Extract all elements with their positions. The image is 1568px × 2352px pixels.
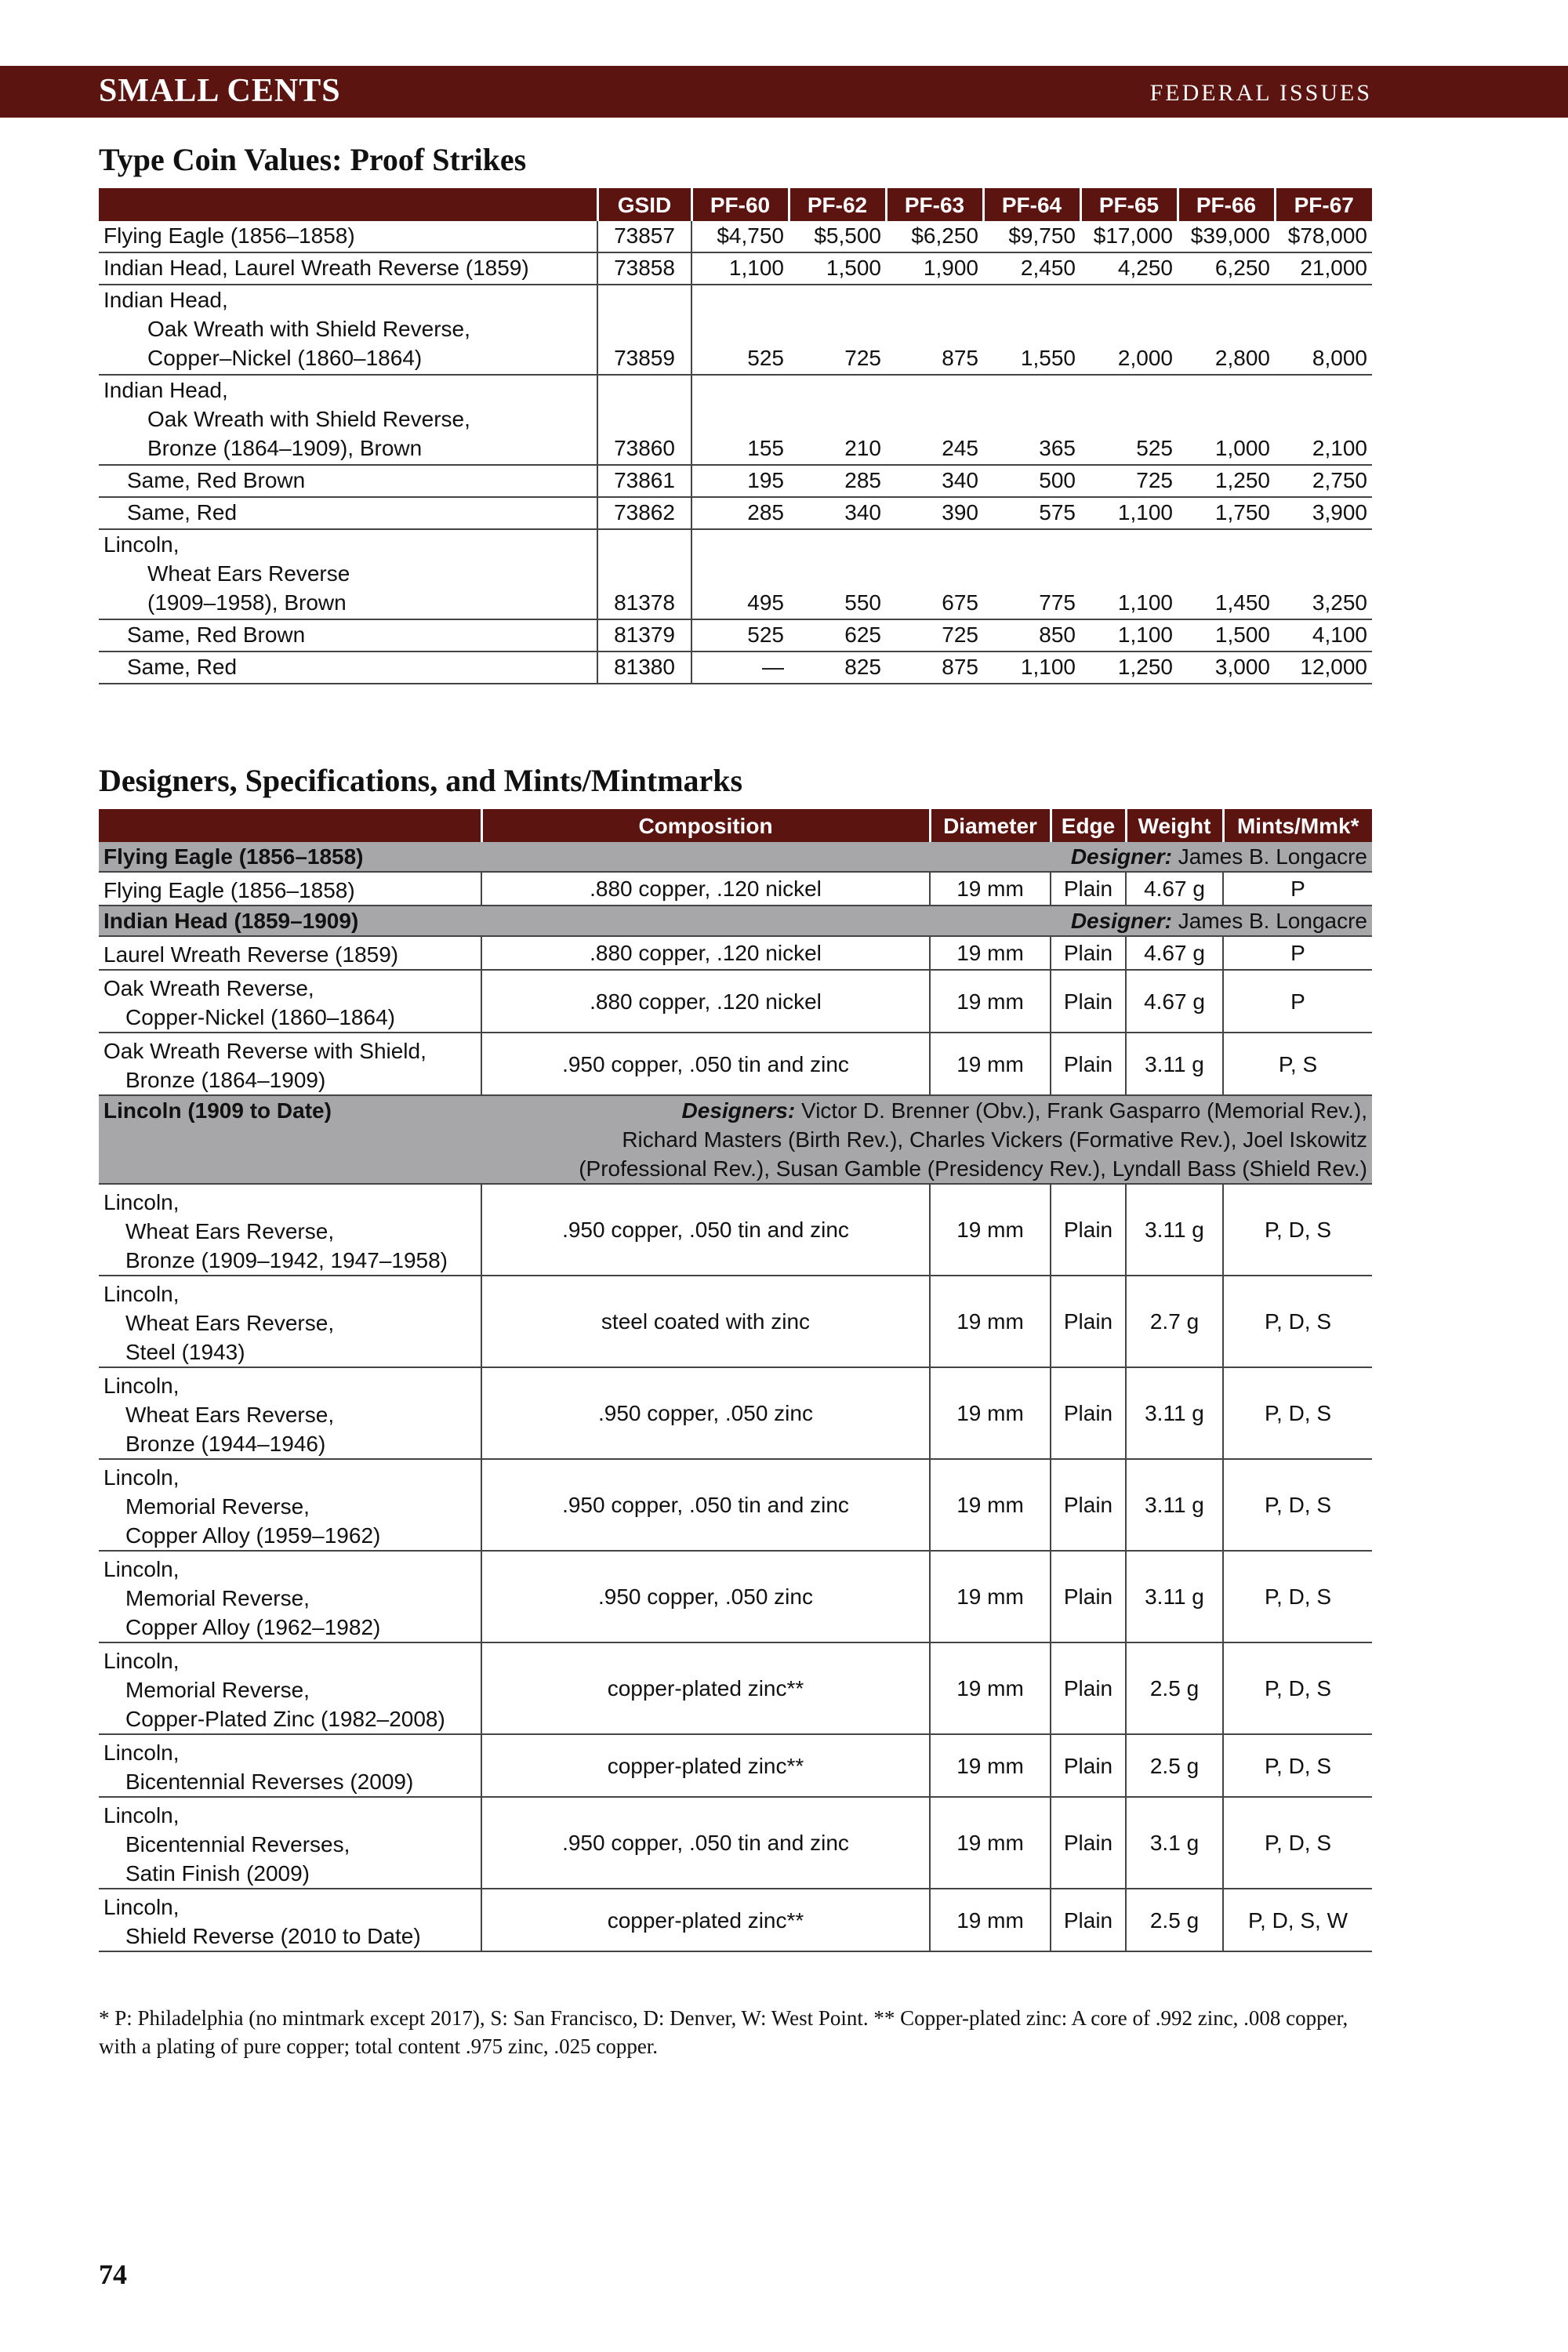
- diameter-cell: 19 mm: [930, 1889, 1051, 1951]
- mints-cell: P, D, S, W: [1223, 1889, 1372, 1951]
- coin-type-line: Same, Red: [127, 655, 238, 679]
- mints-cell: P, D, S: [1223, 1642, 1372, 1734]
- spec-type-cell: [99, 1367, 481, 1459]
- spec-type-cell: [99, 1551, 481, 1642]
- spec-type-line: Wheat Ears Reverse,: [125, 1311, 335, 1335]
- price-cell: 1,250: [1178, 465, 1275, 497]
- price-cell: 8,000: [1275, 285, 1372, 375]
- spec-type-line: Copper-Plated Zinc (1982–2008): [125, 1707, 445, 1731]
- designer-group-row: [99, 906, 1372, 936]
- specs-table: [99, 809, 1372, 1952]
- weight-cell: 3.11 g: [1126, 1551, 1223, 1642]
- group-designer: [481, 842, 1372, 872]
- spec-type-line: Lincoln,: [103, 1803, 180, 1828]
- composition-cell: copper-plated zinc**: [481, 1889, 930, 1951]
- edge-cell: Plain: [1051, 1367, 1126, 1459]
- price-cell: 1,750: [1178, 497, 1275, 529]
- proof-col-header: PF-64: [983, 188, 1080, 221]
- spec-row: [99, 1889, 1372, 1951]
- proof-row: [99, 619, 1372, 652]
- designer-line: Victor D. Brenner (Obv.), Frank Gasparro (Memorial Rev.),: [801, 1098, 1367, 1123]
- designer-line: (Professional Rev.), Susan Gamble (Presidency Rev.), Lyndall Bass (Shield Rev.): [579, 1156, 1367, 1181]
- proof-row: [99, 529, 1372, 619]
- coin-type-line: Oak Wreath with Shield Reverse,: [147, 317, 470, 341]
- mints-cell: P, S: [1223, 1033, 1372, 1095]
- designer-name: James B. Longacre: [1178, 844, 1367, 869]
- spec-type-line: Lincoln,: [103, 1557, 180, 1581]
- edge-cell: Plain: [1051, 1642, 1126, 1734]
- gsid-cell: 73859: [597, 285, 691, 375]
- spec-type-line: Memorial Reverse,: [125, 1586, 310, 1610]
- coin-type-line: Same, Red Brown: [127, 622, 306, 647]
- specs-col-header: Mints/Mmk*: [1223, 809, 1372, 842]
- proof-header-blank: [99, 188, 597, 221]
- price-cell: 775: [983, 529, 1080, 619]
- spec-row: [99, 1797, 1372, 1889]
- proof-table-title: Type Coin Values: Proof Strikes: [99, 142, 527, 177]
- weight-cell: 3.11 g: [1126, 1184, 1223, 1276]
- price-cell: 1,900: [886, 252, 983, 285]
- diameter-cell: 19 mm: [930, 1459, 1051, 1551]
- coin-type-line: Copper–Nickel (1860–1864): [147, 346, 423, 370]
- coin-type-cell: [99, 375, 597, 465]
- price-cell: 1,250: [1080, 652, 1178, 684]
- spec-type-line: Steel (1943): [125, 1340, 245, 1364]
- proof-col-header: PF-66: [1178, 188, 1275, 221]
- spec-row: [99, 936, 1372, 970]
- edge-cell: Plain: [1051, 1184, 1126, 1276]
- weight-cell: 3.11 g: [1126, 1459, 1223, 1551]
- designer-line: Richard Masters (Birth Rev.), Charles Vickers (Formative Rev.), Joel Iskowitz: [622, 1127, 1367, 1152]
- price-cell: 1,100: [983, 652, 1080, 684]
- price-cell: 6,250: [1178, 252, 1275, 285]
- price-cell: 550: [789, 529, 886, 619]
- price-cell: $4,750: [691, 221, 789, 252]
- price-cell: 340: [886, 465, 983, 497]
- section-title: SMALL CENTS: [99, 73, 341, 109]
- edge-cell: Plain: [1051, 872, 1126, 906]
- edge-cell: Plain: [1051, 1276, 1126, 1367]
- gsid-cell: 73862: [597, 497, 691, 529]
- price-cell: 525: [1080, 375, 1178, 465]
- mints-cell: P, D, S: [1223, 1734, 1372, 1797]
- proof-values-table: [99, 188, 1372, 684]
- weight-cell: 4.67 g: [1126, 970, 1223, 1033]
- specs-col-header: Edge: [1051, 809, 1126, 842]
- edge-cell: Plain: [1051, 1889, 1126, 1951]
- coin-type-line: Indian Head,: [103, 288, 228, 312]
- spec-type-line: Oak Wreath Reverse with Shield,: [103, 1039, 426, 1063]
- price-cell: 21,000: [1275, 252, 1372, 285]
- spec-type-cell: [99, 1642, 481, 1734]
- mints-cell: P, D, S: [1223, 1459, 1372, 1551]
- price-cell: 340: [789, 497, 886, 529]
- proof-row: [99, 252, 1372, 285]
- diameter-cell: 19 mm: [930, 1797, 1051, 1889]
- proof-row: [99, 221, 1372, 252]
- price-cell: 2,000: [1080, 285, 1178, 375]
- spec-row: [99, 1184, 1372, 1276]
- spec-row: [99, 1551, 1372, 1642]
- price-cell: 1,550: [983, 285, 1080, 375]
- mints-cell: P, D, S: [1223, 1184, 1372, 1276]
- price-cell: 575: [983, 497, 1080, 529]
- spec-type-cell: [99, 872, 481, 906]
- price-cell: 4,100: [1275, 619, 1372, 652]
- spec-type-line: Satin Finish (2009): [125, 1861, 310, 1886]
- proof-row: [99, 497, 1372, 529]
- proof-col-header: PF-60: [691, 188, 789, 221]
- price-cell: 875: [886, 652, 983, 684]
- spec-row: [99, 1642, 1372, 1734]
- gsid-cell: 73860: [597, 375, 691, 465]
- edge-cell: Plain: [1051, 1551, 1126, 1642]
- gsid-cell: 73861: [597, 465, 691, 497]
- specs-header-blank: [99, 809, 481, 842]
- edge-cell: Plain: [1051, 1033, 1126, 1095]
- spec-type-line: Bronze (1944–1946): [125, 1432, 326, 1456]
- diameter-cell: 19 mm: [930, 1184, 1051, 1276]
- spec-type-cell: [99, 970, 481, 1033]
- price-cell: 1,100: [1080, 529, 1178, 619]
- designer-group-row: [99, 1095, 1372, 1184]
- price-cell: 4,250: [1080, 252, 1178, 285]
- price-cell: 1,500: [789, 252, 886, 285]
- price-cell: $5,500: [789, 221, 886, 252]
- edge-cell: Plain: [1051, 936, 1126, 970]
- price-cell: 725: [789, 285, 886, 375]
- price-cell: 525: [691, 619, 789, 652]
- price-cell: 390: [886, 497, 983, 529]
- footnote: * P: Philadelphia (no mintmark except 2017), S: San Francisco, D: Denver, W: West Point. ** Copper-plated zinc: A core of .992 zinc, .008 copper, with a plating of pure copper; total content .975 zinc, .025 copper.: [99, 2006, 1348, 2058]
- coin-type-cell: [99, 619, 597, 652]
- price-cell: 1,100: [1080, 619, 1178, 652]
- proof-row: [99, 465, 1372, 497]
- specs-col-header: Diameter: [930, 809, 1051, 842]
- proof-col-header: PF-65: [1080, 188, 1178, 221]
- diameter-cell: 19 mm: [930, 1276, 1051, 1367]
- weight-cell: 2.5 g: [1126, 1734, 1223, 1797]
- designer-group-row: [99, 842, 1372, 872]
- proof-col-header: PF-62: [789, 188, 886, 221]
- spec-row: [99, 970, 1372, 1033]
- spec-row: [99, 1734, 1372, 1797]
- coin-type-line: Wheat Ears Reverse: [147, 561, 350, 586]
- spec-type-line: Lincoln,: [103, 1895, 180, 1919]
- price-cell: 2,450: [983, 252, 1080, 285]
- spec-type-line: Lincoln,: [103, 1190, 180, 1214]
- spec-type-cell: [99, 1184, 481, 1276]
- spec-type-cell: [99, 1734, 481, 1797]
- price-cell: 12,000: [1275, 652, 1372, 684]
- price-cell: $9,750: [983, 221, 1080, 252]
- spec-type-line: Wheat Ears Reverse,: [125, 1403, 335, 1427]
- price-cell: 1,100: [1080, 497, 1178, 529]
- spec-type-line: Shield Reverse (2010 to Date): [125, 1924, 421, 1948]
- weight-cell: 3.11 g: [1126, 1367, 1223, 1459]
- coin-type-line: Indian Head,: [103, 378, 228, 402]
- spec-type-line: Memorial Reverse,: [125, 1494, 310, 1519]
- spec-type-cell: [99, 1797, 481, 1889]
- coin-type-cell: [99, 465, 597, 497]
- composition-cell: .950 copper, .050 zinc: [481, 1551, 930, 1642]
- weight-cell: 2.7 g: [1126, 1276, 1223, 1367]
- diameter-cell: 19 mm: [930, 1551, 1051, 1642]
- price-cell: 500: [983, 465, 1080, 497]
- spec-type-cell: [99, 1276, 481, 1367]
- spec-type-line: Copper-Nickel (1860–1864): [125, 1005, 395, 1029]
- weight-cell: 4.67 g: [1126, 872, 1223, 906]
- group-name: Indian Head (1859–1909): [99, 906, 481, 936]
- price-cell: 2,100: [1275, 375, 1372, 465]
- diameter-cell: 19 mm: [930, 1642, 1051, 1734]
- diameter-cell: 19 mm: [930, 872, 1051, 906]
- price-cell: 2,750: [1275, 465, 1372, 497]
- spec-type-line: Bicentennial Reverses (2009): [125, 1769, 414, 1794]
- price-cell: 825: [789, 652, 886, 684]
- mints-cell: P: [1223, 936, 1372, 970]
- price-cell: $78,000: [1275, 221, 1372, 252]
- spec-type-line: Memorial Reverse,: [125, 1678, 310, 1702]
- section-banner: [0, 66, 1568, 118]
- price-cell: 195: [691, 465, 789, 497]
- edge-cell: Plain: [1051, 1459, 1126, 1551]
- spec-type-line: Copper Alloy (1962–1982): [125, 1615, 381, 1639]
- proof-col-header: GSID: [597, 188, 691, 221]
- composition-cell: .950 copper, .050 tin and zinc: [481, 1033, 930, 1095]
- composition-cell: .880 copper, .120 nickel: [481, 970, 930, 1033]
- spec-type-line: Bronze (1909–1942, 1947–1958): [125, 1248, 448, 1272]
- proof-row: [99, 285, 1372, 375]
- spec-type-line: Flying Eagle (1856–1858): [103, 878, 355, 902]
- composition-cell: steel coated with zinc: [481, 1276, 930, 1367]
- price-cell: 365: [983, 375, 1080, 465]
- composition-cell: copper-plated zinc**: [481, 1642, 930, 1734]
- coin-type-line: Lincoln,: [103, 532, 180, 557]
- gsid-cell: 73857: [597, 221, 691, 252]
- price-cell: $6,250: [886, 221, 983, 252]
- spec-type-line: Wheat Ears Reverse,: [125, 1219, 335, 1243]
- spec-type-line: Bronze (1864–1909): [125, 1068, 326, 1092]
- mints-cell: P, D, S: [1223, 1276, 1372, 1367]
- price-cell: 1,500: [1178, 619, 1275, 652]
- composition-cell: .950 copper, .050 tin and zinc: [481, 1184, 930, 1276]
- price-cell: 1,000: [1178, 375, 1275, 465]
- proof-row: [99, 375, 1372, 465]
- spec-type-line: Oak Wreath Reverse,: [103, 976, 314, 1000]
- proof-col-header: PF-63: [886, 188, 983, 221]
- weight-cell: 3.11 g: [1126, 1033, 1223, 1095]
- diameter-cell: 19 mm: [930, 936, 1051, 970]
- spec-type-line: Lincoln,: [103, 1649, 180, 1673]
- price-cell: 725: [1080, 465, 1178, 497]
- price-cell: 245: [886, 375, 983, 465]
- proof-header-row: [99, 188, 1372, 221]
- composition-cell: .880 copper, .120 nickel: [481, 936, 930, 970]
- gsid-cell: 81378: [597, 529, 691, 619]
- coin-type-line: Same, Red: [127, 500, 238, 524]
- coin-type-cell: [99, 529, 597, 619]
- price-cell: 3,250: [1275, 529, 1372, 619]
- price-cell: 3,000: [1178, 652, 1275, 684]
- price-cell: 1,100: [691, 252, 789, 285]
- coin-type-line: (1909–1958), Brown: [147, 590, 347, 615]
- diameter-cell: 19 mm: [930, 1367, 1051, 1459]
- composition-cell: .950 copper, .050 tin and zinc: [481, 1459, 930, 1551]
- spec-row: [99, 1033, 1372, 1095]
- composition-cell: .950 copper, .050 zinc: [481, 1367, 930, 1459]
- price-cell: 285: [691, 497, 789, 529]
- diameter-cell: 19 mm: [930, 970, 1051, 1033]
- coin-type-cell: [99, 497, 597, 529]
- group-name: Lincoln (1909 to Date): [99, 1095, 481, 1184]
- spec-type-line: Bicentennial Reverses,: [125, 1832, 350, 1857]
- designer-label: Designer:: [1070, 844, 1172, 869]
- specs-table-title: Designers, Specifications, and Mints/Mintmarks: [99, 763, 743, 798]
- price-cell: 155: [691, 375, 789, 465]
- spec-row: [99, 1459, 1372, 1551]
- mints-cell: P, D, S: [1223, 1367, 1372, 1459]
- price-cell: —: [691, 652, 789, 684]
- price-cell: 675: [886, 529, 983, 619]
- coin-type-line: Same, Red Brown: [127, 468, 306, 492]
- page-number: 74: [99, 2259, 127, 2290]
- price-cell: 725: [886, 619, 983, 652]
- category-label: FEDERAL ISSUES: [1149, 80, 1372, 106]
- specs-col-header: Weight: [1126, 809, 1223, 842]
- edge-cell: Plain: [1051, 1734, 1126, 1797]
- designer-label: Designer:: [1070, 909, 1172, 933]
- price-cell: 875: [886, 285, 983, 375]
- spec-row: [99, 1276, 1372, 1367]
- designer-label: Designers:: [681, 1098, 796, 1123]
- spec-row: [99, 872, 1372, 906]
- coin-type-cell: [99, 252, 597, 285]
- coin-type-line: Indian Head, Laurel Wreath Reverse (1859): [103, 256, 529, 280]
- spec-type-cell: [99, 1033, 481, 1095]
- spec-type-line: Lincoln,: [103, 1374, 180, 1398]
- mints-cell: P: [1223, 970, 1372, 1033]
- specs-header-row: [99, 809, 1372, 842]
- spec-type-line: Laurel Wreath Reverse (1859): [103, 942, 399, 967]
- composition-cell: copper-plated zinc**: [481, 1734, 930, 1797]
- gsid-cell: 73858: [597, 252, 691, 285]
- coin-type-cell: [99, 221, 597, 252]
- spec-type-cell: [99, 936, 481, 970]
- price-cell: 1,450: [1178, 529, 1275, 619]
- group-designer: [481, 1095, 1372, 1184]
- price-cell: 495: [691, 529, 789, 619]
- weight-cell: 2.5 g: [1126, 1642, 1223, 1734]
- group-designer: [481, 906, 1372, 936]
- gsid-cell: 81380: [597, 652, 691, 684]
- coin-type-line: Oak Wreath with Shield Reverse,: [147, 407, 470, 431]
- coin-type-line: Bronze (1864–1909), Brown: [147, 436, 423, 460]
- spec-type-line: Lincoln,: [103, 1465, 180, 1490]
- price-cell: 525: [691, 285, 789, 375]
- edge-cell: Plain: [1051, 970, 1126, 1033]
- coin-type-cell: [99, 285, 597, 375]
- price-cell: 850: [983, 619, 1080, 652]
- spec-type-line: Copper Alloy (1959–1962): [125, 1523, 381, 1548]
- price-cell: 210: [789, 375, 886, 465]
- designer-name: James B. Longacre: [1178, 909, 1367, 933]
- composition-cell: .880 copper, .120 nickel: [481, 872, 930, 906]
- price-cell: 3,900: [1275, 497, 1372, 529]
- spec-type-line: Lincoln,: [103, 1282, 180, 1306]
- spec-row: [99, 1367, 1372, 1459]
- group-name: Flying Eagle (1856–1858): [99, 842, 481, 872]
- mints-cell: P, D, S: [1223, 1551, 1372, 1642]
- mints-cell: P, D, S: [1223, 1797, 1372, 1889]
- diameter-cell: 19 mm: [930, 1734, 1051, 1797]
- composition-cell: .950 copper, .050 tin and zinc: [481, 1797, 930, 1889]
- spec-type-cell: [99, 1459, 481, 1551]
- proof-col-header: PF-67: [1275, 188, 1372, 221]
- weight-cell: 2.5 g: [1126, 1889, 1223, 1951]
- proof-row: [99, 652, 1372, 684]
- price-cell: $17,000: [1080, 221, 1178, 252]
- gsid-cell: 81379: [597, 619, 691, 652]
- price-cell: 2,800: [1178, 285, 1275, 375]
- spec-type-line: Lincoln,: [103, 1740, 180, 1765]
- specs-col-header: Composition: [481, 809, 930, 842]
- coin-type-cell: [99, 652, 597, 684]
- edge-cell: Plain: [1051, 1797, 1126, 1889]
- weight-cell: 4.67 g: [1126, 936, 1223, 970]
- weight-cell: 3.1 g: [1126, 1797, 1223, 1889]
- price-cell: 285: [789, 465, 886, 497]
- mints-cell: P: [1223, 872, 1372, 906]
- price-cell: $39,000: [1178, 221, 1275, 252]
- diameter-cell: 19 mm: [930, 1033, 1051, 1095]
- price-cell: 625: [789, 619, 886, 652]
- coin-type-line: Flying Eagle (1856–1858): [103, 223, 355, 248]
- spec-type-cell: [99, 1889, 481, 1951]
